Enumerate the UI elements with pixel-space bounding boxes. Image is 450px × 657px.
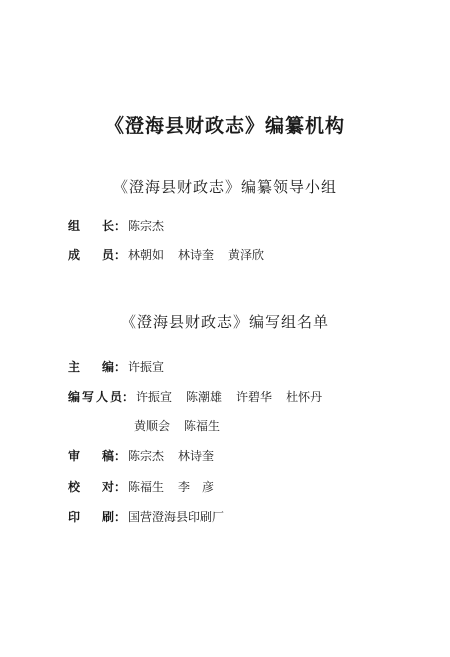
members-label: 成员: [68, 247, 114, 262]
editorial-heading: 《澄海县财政志》编写组名单: [120, 313, 329, 331]
proofreaders-list: [128, 478, 214, 495]
main-title: 《澄海县财政志》编纂机构: [104, 115, 345, 137]
proofreaders-label: 校对: [68, 479, 114, 494]
chief-editor-name: 许振宣: [128, 359, 165, 374]
members-row: [68, 245, 264, 263]
colon: ：: [114, 247, 127, 262]
writer-name: 许振宣: [136, 389, 173, 404]
writer-name: 陈潮雄: [186, 389, 223, 404]
writer-name: 杜怀丹: [286, 389, 323, 404]
colon: ：: [122, 389, 135, 404]
reviewer-name: 陈宗杰: [128, 448, 165, 463]
reviewers-row: [68, 446, 214, 464]
proofreaders-row: [68, 477, 214, 495]
chief-editor-row: [68, 357, 164, 375]
member-name: 林诗奎: [178, 247, 215, 262]
reviewers-list: [128, 447, 214, 464]
printer-label: 印刷: [68, 509, 114, 524]
leader-label: 组长: [68, 218, 114, 233]
colon: ：: [114, 509, 127, 524]
member-name: 林朝如: [128, 247, 165, 262]
proofreader-name: 陈福生: [128, 479, 165, 494]
writer-name: 许碧华: [236, 389, 273, 404]
writers-row-continued: [134, 416, 220, 434]
proofreader-name: 李 彦: [178, 479, 215, 494]
reviewer-name: 林诗奎: [178, 448, 215, 463]
writer-name: 黄顺会: [134, 418, 171, 433]
writer-name: 陈福生: [184, 418, 221, 433]
writers-label: 编写人员: [68, 389, 122, 404]
colon: ：: [114, 218, 127, 233]
leadership-heading: 《澄海县财政志》编纂领导小组: [112, 178, 337, 196]
chief-editor-label: 主编: [68, 359, 114, 374]
writers-list: [136, 388, 322, 405]
leader-row: [68, 216, 164, 234]
leader-name: 陈宗杰: [128, 218, 165, 233]
colon: ：: [114, 448, 127, 463]
colon: ：: [114, 359, 127, 374]
colon: ：: [114, 479, 127, 494]
printer-row: [68, 507, 224, 525]
member-name: 黄泽欣: [228, 247, 265, 262]
reviewers-label: 审稿: [68, 448, 114, 463]
writers-list-continued: [134, 417, 220, 434]
members-list: [128, 246, 264, 263]
printer-name: 国营澄海县印刷厂: [128, 509, 225, 524]
writers-row: [68, 387, 322, 405]
